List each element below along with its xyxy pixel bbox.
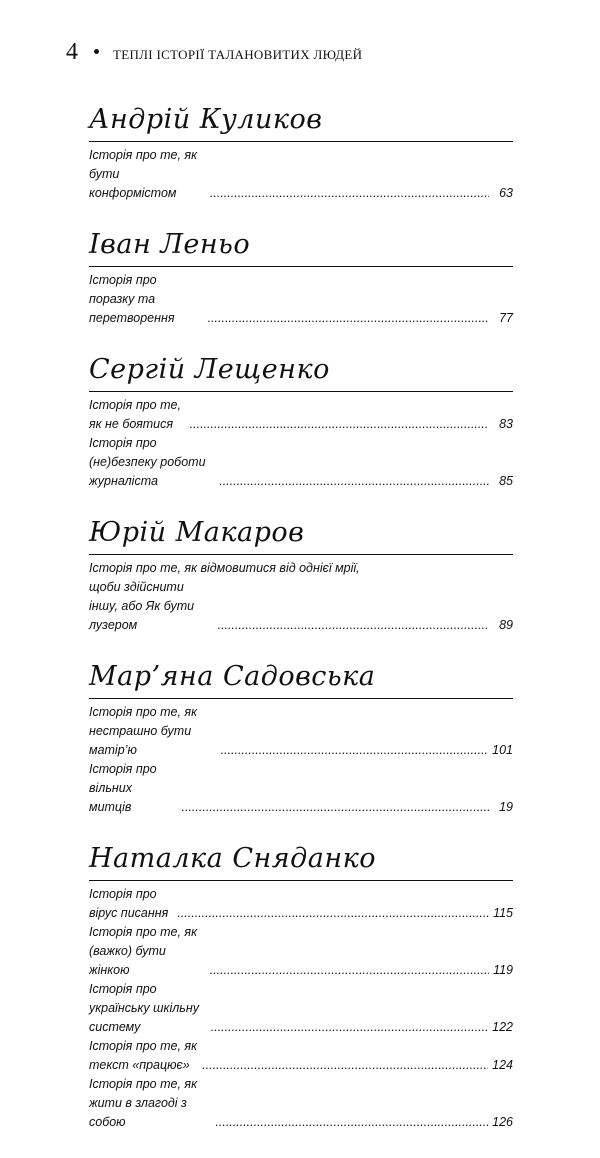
dot-leader: [202, 1056, 488, 1075]
running-title: ТЕПЛІ ІСТОРІЇ ТАЛАНОВИТИХ ЛЮДЕЙ: [113, 47, 363, 62]
toc-entry[interactable]: [89, 1037, 513, 1075]
entry-page: 83: [499, 417, 513, 432]
entry-title: Історія про те, як (важко) бути жінкою: [89, 925, 197, 978]
toc-section-makarov: [89, 517, 513, 635]
toc-section-sniadanko: [89, 843, 513, 1132]
dot-leader: [182, 798, 489, 817]
author-name: Юрій Макаров: [89, 517, 513, 555]
author-name: Андрій Куликов: [89, 104, 513, 142]
entry-title: Історія про (не)безпеку роботи журналіста: [89, 436, 206, 489]
dot-leader: [211, 1018, 488, 1037]
entry-title: Історія про те, як не боятися: [89, 398, 181, 432]
entry-page: 77: [499, 311, 513, 326]
author-name: Іван Леньо: [89, 229, 513, 267]
dot-leader: [208, 309, 489, 328]
author-name: Мар’яна Садовська: [89, 661, 513, 699]
toc-section-leshchenko: [89, 354, 513, 491]
dot-leader: [210, 961, 489, 980]
entry-title: Історія про те, як відмовитися від однієї мрії,: [89, 561, 360, 576]
entry-page: 89: [499, 618, 513, 633]
toc-entry[interactable]: [89, 923, 513, 980]
toc-entry[interactable]: [89, 396, 513, 434]
toc-entry[interactable]: [89, 760, 513, 817]
entry-page: 122: [492, 1020, 513, 1035]
toc-entry[interactable]: [89, 703, 513, 760]
entry-title: Історія про те, як жити в злагоді з собою: [89, 1077, 197, 1130]
toc-entry[interactable]: [89, 980, 513, 1037]
entry-title: Історія про вільних митців: [89, 762, 157, 815]
dot-leader: [221, 741, 489, 760]
toc-entry-line1[interactable]: [89, 559, 513, 578]
page-number: 4: [66, 39, 78, 65]
entry-title: Історія про те, як текст «працює»: [89, 1039, 197, 1073]
entry-title: Історія про те, як бути конформістом: [89, 148, 197, 201]
entry-title: Історія про українську шкільну систему: [89, 982, 199, 1035]
dot-leader: [215, 1113, 488, 1132]
dot-leader: [177, 904, 489, 923]
table-of-contents: [89, 104, 513, 1158]
toc-entry[interactable]: [89, 434, 513, 491]
entry-title: Історія про поразку та перетворення: [89, 273, 175, 326]
author-name: Сергій Лещенко: [89, 354, 513, 392]
toc-entry-line2[interactable]: [89, 578, 513, 635]
toc-entry[interactable]: [89, 271, 513, 328]
entry-page: 19: [499, 800, 513, 815]
entry-page: 119: [493, 963, 513, 978]
toc-section-sadovska: [89, 661, 513, 817]
entry-title: Історія про те, як нестрашно бути матір’ю: [89, 705, 197, 758]
bullet-separator: [94, 49, 99, 54]
entry-page: 85: [499, 474, 513, 489]
entry-page: 101: [492, 743, 513, 758]
entry-page: 115: [493, 906, 513, 921]
dot-leader: [218, 616, 489, 635]
entry-page: 124: [492, 1058, 513, 1073]
dot-leader: [210, 184, 489, 203]
author-name: Наталка Сняданко: [89, 843, 513, 881]
toc-entry[interactable]: [89, 146, 513, 203]
dot-leader: [219, 472, 489, 491]
entry-title: Історія про вірус писання: [89, 887, 169, 921]
toc-entry[interactable]: [89, 1075, 513, 1132]
entry-page: 126: [492, 1115, 513, 1130]
entry-page: 63: [499, 186, 513, 201]
entry-title: щоби здійснити іншу, або Як бути лузером: [89, 580, 195, 633]
page-header: [66, 40, 546, 64]
dot-leader: [190, 415, 489, 434]
toc-entry[interactable]: [89, 885, 513, 923]
toc-section-kulykov: [89, 104, 513, 203]
toc-section-lenyo: [89, 229, 513, 328]
